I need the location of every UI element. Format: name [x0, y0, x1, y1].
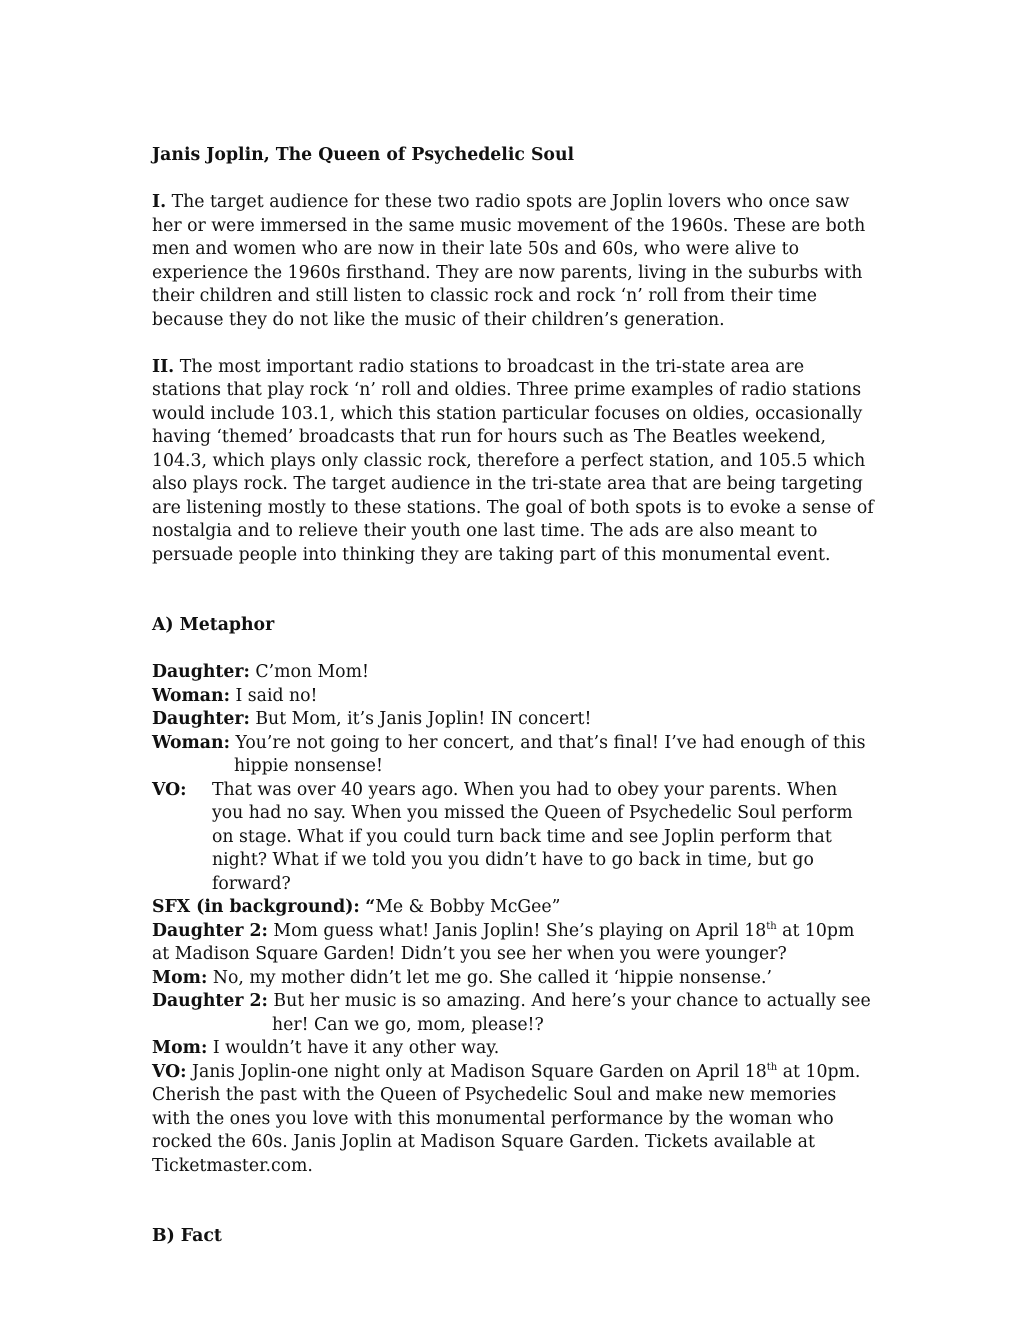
speaker: SFX (in background):: [152, 897, 360, 917]
section-2-text: The most important radio stations to broadcast in the tri-state area are stations that play rock ‘n’ roll and oldies. Three prime examples of radio stations would include 103.1, which this station particular focuses on oldies, occasionally having ‘themed’ broadcasts that run for hours such as The Beatles weekend, 104.3, which plays only classic rock, therefore a perfect station, and 105.5 which also plays rock. The target audience in the tri-state area that are being targeting are listening mostly to these stations. The goal of both spots is to evoke a sense of nostalgia and to relieve their youth one last time. The ads are also meant to persuade people into thinking they are taking part of this monumental event.: [152, 356, 874, 565]
script-line: Mom: I wouldn’t have it any other way.: [152, 1038, 500, 1058]
speaker: Daughter 2:: [152, 991, 268, 1011]
speaker: Mom:: [152, 1038, 208, 1058]
script-line: Daughter: C’mon Mom!: [152, 662, 369, 682]
heading-metaphor: A) Metaphor: [152, 615, 275, 635]
speaker: Daughter:: [152, 662, 250, 682]
section-2-label: II.: [152, 356, 175, 377]
speaker: Daughter:: [152, 709, 250, 729]
speaker: VO:: [152, 779, 187, 800]
speaker: VO:: [152, 1061, 187, 1082]
script-line: Woman: You’re not going to her concert, and that’s final! I’ve had enough of this: [152, 732, 866, 753]
section-2: [152, 356, 874, 568]
section-1-text: The target audience for these two radio spots are Joplin lovers who once saw her or were immersed in the same music movement of the 1960s. These are both men and women who are now in their late 50s and 60s, who were alive to experience the 1960s firsthand. They are now parents, living in the suburbs with their children and still listen to classic rock and rock ‘n’ roll from their time because they do not like the music of their children’s generation.: [152, 192, 866, 330]
script-line-vo: [152, 779, 874, 897]
speaker: Mom:: [152, 967, 208, 988]
document-page: [152, 144, 874, 1249]
speaker: Woman:: [152, 685, 230, 706]
speaker: Daughter 2:: [152, 920, 268, 941]
section-1: [152, 191, 874, 332]
script-line: Daughter 2: Mom guess what! Janis Joplin! She’s playing on April 18th at 10pm at Madison Square Garden! Didn’t you see her when you were younger?: [152, 920, 855, 964]
heading-fact: B) Fact: [152, 1226, 222, 1246]
document-title: Janis Joplin, The Queen of Psychedelic Soul: [152, 145, 575, 165]
vo-text: That was over 40 years ago. When you had to obey your parents. When you had no say. When you missed the Queen of Psychedelic Soul perform on stage. What if you could turn back time and see Joplin perform that night? What if we told you you didn’t have to go back in time, but go forward?: [212, 779, 853, 894]
script-line: Daughter 2: But her music is so amazing. And here’s your chance to actually see: [152, 991, 871, 1011]
script-line-continued: hippie nonsense!: [234, 756, 383, 776]
script-line: VO: Janis Joplin-one night only at Madison Square Garden on April 18th at 10pm. Cherish the past with the Queen of Psychedelic Soul and make new memories with the ones you love with this monumental performance by the woman who rocked the 60s. Janis Joplin at Madison Square Garden. Tickets available at Ticketmaster.com.: [152, 1061, 861, 1176]
script-line: Daughter: But Mom, it’s Janis Joplin! IN concert!: [152, 709, 592, 729]
script-line: Mom: No, my mother didn’t let me go. She called it ‘hippie nonsense.’: [152, 967, 772, 988]
speaker: Woman:: [152, 732, 230, 753]
section-1-label: I.: [152, 192, 167, 212]
script-line-continued: her! Can we go, mom, please!?: [272, 1014, 544, 1035]
script-line: Woman: I said no!: [152, 685, 318, 706]
script-line: SFX (in background): “Me & Bobby McGee”: [152, 897, 561, 917]
